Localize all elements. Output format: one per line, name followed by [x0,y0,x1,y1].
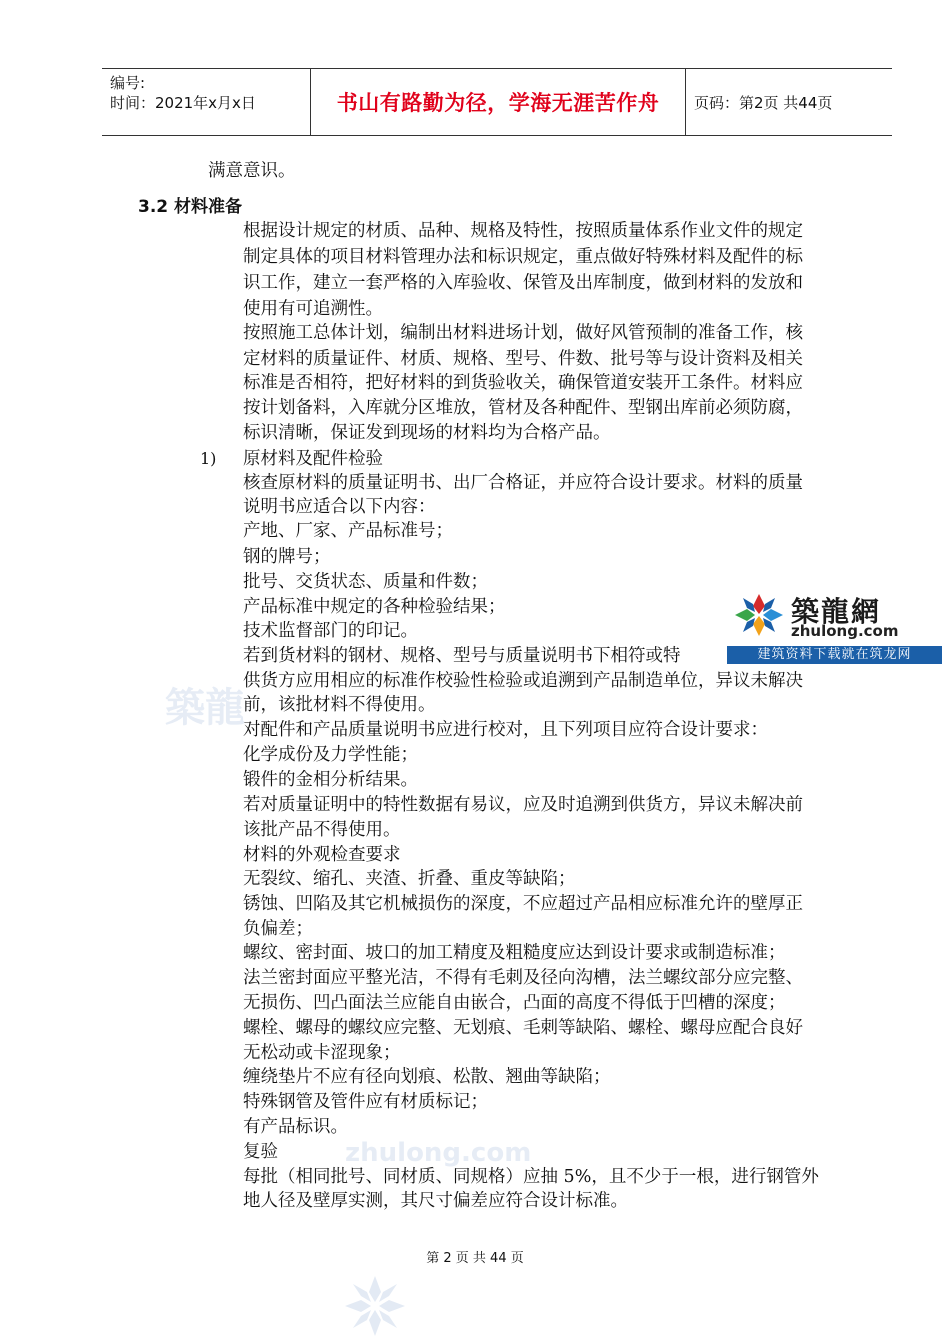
text-line: 特殊钢管及管件应有材质标记； [243,1092,488,1112]
text-line: 定材料的质量证件、材质、规格、型号、件数、批号等与设计资料及相关 [243,349,803,369]
text-line: 产品标准中规定的各种检验结果； [243,597,506,617]
text-line: 锈蚀、凹陷及其它机械损伤的深度，不应超过产品相应标准允许的壁厚正 [243,894,803,914]
text-line: 若到货材料的钢材、规格、型号与质量说明书下相符或特 [243,646,681,666]
text-line: 标准是否相符，把好材料的到货验收关，确保管道安装开工条件。材料应 [243,373,803,393]
logo-name: 築龍網 [791,595,882,628]
section-title: 3.2 材料准备 [138,197,243,217]
zhulong-logo [727,588,942,664]
text-line: 根据设计规定的材质、品种、规格及特性，按照质量体系作业文件的规定 [243,221,803,241]
text-line: 说明书应适合以下内容： [243,497,436,517]
text-line: 技术监督部门的印记。 [243,621,418,641]
logo-domain: zhulong.com [791,622,899,640]
text-line: 对配件和产品质量说明书应进行校对，且下列项目应符合设计要求： [243,720,768,740]
header-info-cell [102,69,311,135]
logo-slogan: 建筑资料下载就在筑龙网 [727,646,942,664]
text-line: 螺栓、螺母的螺纹应完整、无划痕、毛刺等缺陷、螺栓、螺母应配合良好 [243,1018,803,1038]
text-line: 材料的外观检查要求 [243,845,401,865]
text-line: 锻件的金相分析结果。 [243,770,418,790]
text-line: 无松动或卡涩现象； [243,1043,401,1063]
text-line: 若对质量证明中的特性数据有易议，应及时追溯到供货方，异议未解决前 [243,795,803,815]
header-motto: 书山有路勤为径，学海无涯苦作舟 [311,69,686,135]
watermark-domain: zhulong.com [345,1138,532,1168]
text-line: 按计划备料，入库就分区堆放，管材及各种配件、型钢出库前必须防腐， [243,398,803,418]
text-line: 产地、厂家、产品标准号； [243,521,453,541]
snowflake-logo-icon [733,592,785,638]
text-line: 无损伤、凹凸面法兰应能自由嵌合，凸面的高度不得低于凹槽的深度； [243,993,786,1013]
page-footer: 第 2 页 共 44 页 [426,1251,524,1266]
text-line: 法兰密封面应平整光洁，不得有毛刺及径向沟槽，法兰螺纹部分应完整、 [243,968,803,988]
text-line: 按照施工总体计划，编制出材料进场计划，做好风管预制的准备工作，核 [243,323,803,343]
text-line: 制定具体的项目材料管理办法和标识规定，重点做好特殊材料及配件的标 [243,247,803,267]
text-line: 使用有可追溯性。 [243,299,383,319]
text-line: 地人径及壁厚实测，其尺寸偏差应符合设计标准。 [243,1191,628,1211]
watermark-mark: 築龍 [165,685,245,731]
watermark-snowflake-icon [343,1274,407,1338]
text-line: 前，该批材料不得使用。 [243,695,436,715]
text-line: 标识清晰，保证发到现场的材料均为合格产品。 [243,423,611,443]
text-line: 每批（相同批号、同材质、同规格）应抽 5%，且不少于一根，进行钢管外 [243,1167,819,1187]
text-line: 有产品标识。 [243,1117,348,1137]
text-line: 螺纹、密封面、坡口的加工精度及粗糙度应达到设计要求或制造标准； [243,943,786,963]
text-line: 供货方应用相应的标准作校验性检验或追溯到产品制造单位，异议未解决 [243,671,803,691]
text-line: 负偏差； [243,919,313,939]
text-line: 化学成份及力学性能； [243,745,418,765]
list-item-title: 原材料及配件检验 [243,449,383,469]
text-line: 核查原材料的质量证明书、出厂合格证，并应符合设计要求。材料的质量 [243,473,803,493]
text-line: 钢的牌号； [243,547,331,567]
page-header [102,68,892,136]
text-line: 该批产品不得使用。 [243,820,401,840]
header-page-label: 页码：第2页 共44页 [694,93,833,112]
code-label: 编号: [110,74,146,92]
list-number: 1) [200,449,217,468]
text-line: 缠绕垫片不应有径向划痕、松散、翘曲等缺陷； [243,1067,611,1087]
text-line: 满意意识。 [208,161,296,181]
text-line: 复验 [243,1142,278,1162]
time-label: 时间：2021年x月x日 [110,94,256,112]
text-line: 识工作，建立一套严格的入库验收、保管及出库制度，做到材料的发放和 [243,273,803,293]
text-line: 无裂纹、缩孔、夹渣、折叠、重皮等缺陷； [243,869,576,889]
text-line: 批号、交货状态、质量和件数； [243,572,488,592]
